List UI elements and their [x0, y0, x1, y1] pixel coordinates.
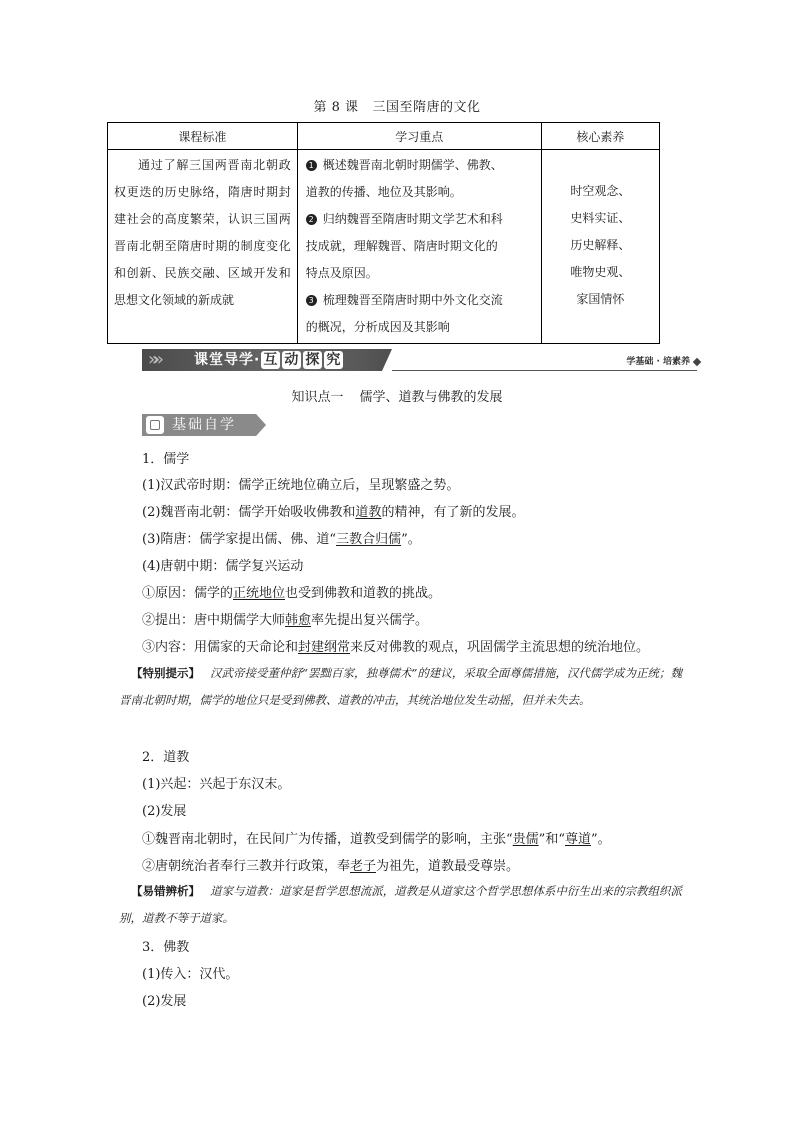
core-item: 时空观念、 [570, 184, 631, 198]
number-1-icon: 1 [306, 160, 317, 171]
text-line: (2)发展 [142, 994, 187, 1009]
focus-1-line-1: 概述魏晋南北朝时期儒学、佛教、 [322, 158, 503, 172]
text-line: ②提出：唐中期儒学大师韩愈率先提出复兴儒学。 [142, 613, 429, 628]
chevron-right-icon: »» [148, 349, 159, 370]
core-item: 家国情怀 [576, 292, 625, 306]
divider [392, 370, 697, 371]
text-line: (2)魏晋南北朝：儒学开始吸收佛教和道教的精神，有了新的发展。 [142, 505, 525, 520]
diamond-icon [693, 358, 701, 366]
text-line: (1)兴起：兴起于东汉末。 [142, 777, 291, 792]
text-line: ①魏晋南北朝时，在民间广为传播，道教受到儒学的影响，主张“贵儒”和“尊道”。 [142, 832, 611, 847]
banner-right-text: 学基础 · 培素养 [626, 357, 690, 367]
focus-1-line-2: 道教的传播、地位及其影响。 [305, 185, 462, 199]
error-analysis-note: 【易错辨析】 道家与道教：道家是哲学思想流派，道教是从道家这个哲学思想体系中衍生出来的宗教组织派别，道教不等于道家。 [119, 884, 683, 925]
self-study-label: 基础自学 [172, 417, 236, 433]
cell-focus [297, 150, 541, 344]
text-line: (1)传入：汉代。 [142, 967, 239, 982]
lesson-number: 第 8 课 [313, 100, 359, 115]
text-line: ①原因：儒学的正统地位也受到佛教和道教的挑战。 [142, 586, 442, 601]
special-tip-tag: 【特别提示】 [131, 666, 201, 680]
core-item: 唯物史观、 [570, 265, 631, 279]
lesson-title [0, 96, 794, 115]
focus-3-line-1: 梳理魏晋至隋唐时期中外文化交流 [322, 293, 503, 307]
core-item: 史料实证、 [570, 211, 631, 225]
focus-3-line-2: 的概况，分析成因及其影响 [305, 320, 450, 334]
header-core: 核心素养 [541, 123, 659, 150]
lesson-name: 三国至隋唐的文化 [372, 100, 481, 115]
focus-2-line-2: 技成就，理解魏晋、隋唐时期文化的 [305, 239, 498, 253]
standard-text: 通过了解三国两晋南北朝政权更迭的历史脉络，隋唐时期封建社会的高度繁荣，认识三国两晋南北朝至隋唐时期的制度变化和创新、民族交融、区域开发和思想文化领域的新成就 [114, 158, 291, 307]
section-banner: »» 课堂导学· 互 动 探 究 学基础 · 培素养 [142, 346, 702, 374]
error-analysis-tag: 【易错辨析】 [131, 884, 201, 898]
text-line: (2)发展 [142, 804, 187, 819]
cell-core [541, 150, 659, 344]
focus-2-line-3: 特点及原因。 [305, 266, 378, 280]
number-3-icon: 3 [306, 295, 317, 306]
section-heading-3: 3．佛教 [142, 940, 190, 955]
text-line: ③内容：用儒家的天命论和封建纲常来反对佛教的观点，巩固儒学主流思想的统治地位。 [142, 640, 650, 655]
banner-left-text: 课堂导学 [194, 352, 254, 368]
text-line: (3)隋唐：儒学家提出儒、佛、道“三教合归儒”。 [142, 532, 421, 547]
section-heading-1: 1．儒学 [142, 452, 190, 467]
knowledge-point-title: 知识点一 儒学、道教与佛教的发展 [291, 390, 503, 405]
cell-standard [108, 150, 298, 344]
curriculum-table [107, 122, 660, 344]
core-item: 历史解释、 [570, 238, 631, 252]
number-2-icon: 2 [306, 214, 317, 225]
special-tip-note: 【特别提示】 汉武帝接受董仲舒“罢黜百家，独尊儒术”的建议，采取全面尊儒措施，汉代儒学成为正统；魏晋南北朝时期，儒学的地位只是受到佛教、道教的冲击，其统治地位发生动摇，但并未失去。 [119, 666, 682, 707]
self-study-banner [142, 414, 266, 436]
book-icon [146, 416, 164, 434]
focus-2-line-1: 归纳魏晋至隋唐时期文学艺术和科 [322, 212, 503, 226]
text-line: (4)唐朝中期：儒学复兴运动 [142, 559, 304, 574]
text-line: (1)汉武帝时期：儒学正统地位确立后，呈现繁盛之势。 [142, 478, 460, 493]
section-heading-2: 2．道教 [142, 750, 190, 765]
header-standard: 课程标准 [108, 123, 298, 150]
text-line: ②唐朝统治者奉行三教并行政策，奉老子为祖先，道教最受尊崇。 [142, 859, 520, 874]
header-focus: 学习重点 [297, 123, 541, 150]
